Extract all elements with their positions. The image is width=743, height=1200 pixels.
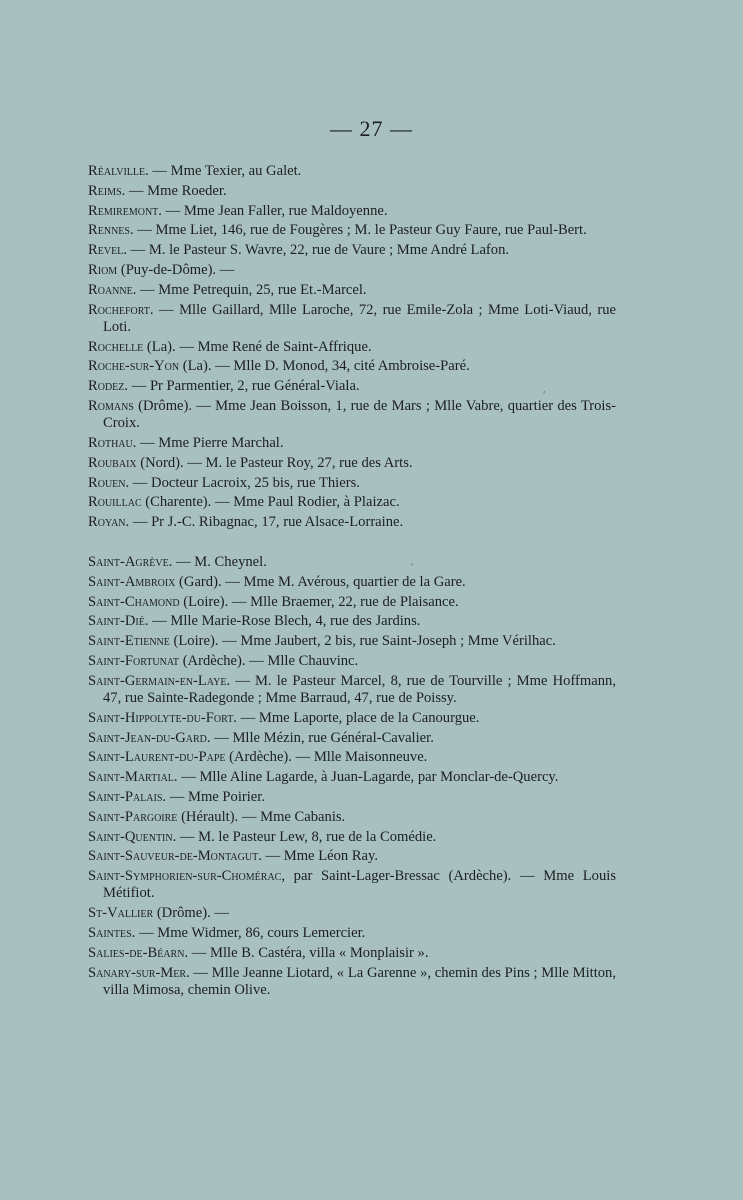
place-name: Saint-Chamond	[88, 593, 180, 610]
directory-entry	[88, 653, 616, 670]
directory-entry	[88, 455, 616, 472]
directory-entry	[88, 378, 616, 395]
place-name: Saint-Laurent-du-Pape	[88, 749, 226, 766]
group-separator	[88, 534, 616, 554]
entry-details: — Mme Texier, au Galet.	[148, 163, 302, 179]
directory-entry	[88, 829, 616, 846]
entry-details: — Mlle Jeanne Liotard, « La Garenne », chemin des Pins ; Mlle Mitton, villa Mimosa, chemin Olive.	[103, 964, 616, 998]
place-name: Sanary-sur-Mer.	[88, 964, 190, 981]
entry-details: — Docteur Lacroix, 25 bis, rue Thiers.	[129, 474, 360, 491]
entry-details: — M. le Pasteur Marcel, 8, rue de Tourville ; Mme Hoffmann, 47, rue Sainte-Radegonde ; Mme Barraud, 47, rue de Poissy.	[103, 672, 616, 706]
place-name: Rouillac	[88, 494, 142, 511]
directory-entry	[88, 282, 616, 299]
directory-entry	[88, 494, 616, 511]
place-name: Saint-Symphorien-sur-Chomérac,	[88, 868, 285, 885]
stray-mark: ʹ	[543, 388, 546, 402]
entry-details: (Drôme). —	[153, 905, 229, 922]
directory-entry	[88, 339, 616, 356]
directory-entry	[88, 730, 616, 747]
entry-details: — Mlle Mézin, rue Général-Cavalier.	[210, 729, 434, 746]
directory-entry	[88, 710, 616, 727]
entry-details: — Pr Parmentier, 2, rue Général-Viala.	[128, 378, 360, 395]
place-name: Remiremont.	[88, 202, 162, 219]
directory-entry	[88, 475, 616, 492]
entry-details: par Saint-Lager-Bressac (Ardèche). — Mme Louis Métifiot.	[103, 868, 616, 902]
entry-details: (Ardèche). — Mlle Chauvinc.	[179, 652, 359, 669]
place-name: Saint-Ambroix	[88, 573, 176, 590]
entry-details: (Loire). — Mlle Braemer, 22, rue de Plaisance.	[179, 593, 459, 610]
place-name: Saint-Fortunat	[88, 652, 180, 669]
directory-entry	[88, 183, 616, 200]
directory-list	[88, 163, 616, 1002]
directory-entry	[88, 749, 616, 766]
directory-entry	[88, 945, 616, 962]
place-name: St-Vallier	[88, 905, 154, 922]
entry-details: — M. Cheynel.	[172, 553, 267, 570]
directory-entry	[88, 673, 616, 707]
place-name: Saint-Agrève.	[88, 553, 173, 570]
place-name: Rodez.	[88, 378, 129, 395]
entry-details: — Mme Roeder.	[125, 182, 227, 199]
directory-entry	[88, 574, 616, 591]
directory-entry	[88, 358, 616, 375]
entry-details: (Ardèche). — Mlle Maisonneuve.	[225, 749, 428, 766]
stray-mark: ˋ	[410, 561, 414, 575]
place-name: Saint-Palais.	[88, 788, 167, 805]
entry-details: — Mme Liet, 146, rue de Fougères ; M. le Pasteur Guy Faure, rue Paul-Bert.	[133, 222, 587, 239]
entry-details: (Gard). — Mme M. Avérous, quartier de la Gare.	[175, 573, 466, 590]
place-name: Réalville.	[88, 163, 149, 179]
entry-details: — Mlle Aline Lagarde, à Juan-Lagarde, par Monclar-de-Quercy.	[177, 769, 559, 786]
place-name: Rochefort.	[88, 301, 154, 318]
place-name: Saint-Etienne	[88, 633, 170, 650]
place-name: Saint-Germain-en-Laye.	[88, 672, 231, 689]
directory-entry	[88, 222, 616, 239]
directory-entry	[88, 262, 616, 279]
place-name: Saint-Dié.	[88, 613, 149, 630]
entry-details: — Mme Laporte, place de la Canourgue.	[236, 709, 480, 726]
directory-entry	[88, 203, 616, 220]
entry-details: (Loire). — Mme Jaubert, 2 bis, rue Saint-Joseph ; Mme Vérilhac.	[169, 633, 556, 650]
directory-entry	[88, 594, 616, 611]
directory-entry	[88, 163, 616, 180]
page-number: — 27 —	[330, 116, 413, 141]
directory-entry	[88, 868, 616, 902]
place-name: Riom	[88, 261, 118, 278]
directory-entry	[88, 769, 616, 786]
place-name: Saint-Jean-du-Gard.	[88, 729, 211, 746]
entry-details: — Mlle Gaillard, Mlle Laroche, 72, rue Emile-Zola ; Mme Loti-Viaud, rue Loti.	[103, 301, 616, 335]
place-name: Royan.	[88, 514, 130, 531]
directory-entry	[88, 613, 616, 630]
directory-entry	[88, 789, 616, 806]
place-name: Rothau.	[88, 434, 137, 451]
directory-entry	[88, 242, 616, 259]
entry-details: — Pr J.-C. Ribagnac, 17, rue Alsace-Lorraine.	[129, 514, 404, 531]
place-name: Rennes.	[88, 222, 134, 239]
entry-details: (Hérault). — Mme Cabanis.	[177, 808, 346, 825]
place-name: Saint-Pargoire	[88, 808, 178, 825]
place-name: Roanne.	[88, 281, 137, 298]
directory-entry	[88, 435, 616, 452]
place-name: Saint-Quentin.	[88, 828, 177, 845]
entry-details: — Mme Poirier.	[166, 788, 265, 805]
directory-entry	[88, 554, 616, 571]
directory-entry	[88, 514, 616, 531]
entry-details: — Mme Jean Faller, rue Maldoyenne.	[161, 202, 388, 219]
entry-details: (La). — Mme René de Saint-Affrique.	[143, 338, 372, 355]
place-name: Reims.	[88, 182, 126, 199]
entry-details: (Charente). — Mme Paul Rodier, à Plaizac.	[141, 494, 400, 511]
place-name: Roubaix	[88, 454, 137, 471]
place-name: Saint-Sauveur-de-Montagut.	[88, 848, 262, 865]
directory-entry	[88, 633, 616, 650]
entry-details: (La). — Mlle D. Monod, 34, cité Ambroise-Paré.	[179, 358, 470, 375]
directory-entry	[88, 398, 616, 432]
place-name: Saint-Hippolyte-du-Fort.	[88, 709, 237, 726]
entry-details: — M. le Pasteur Lew, 8, rue de la Comédie.	[176, 828, 437, 845]
directory-entry	[88, 965, 616, 999]
entry-details: — Mme Widmer, 86, cours Lemercier.	[135, 924, 366, 941]
entry-details: — Mlle B. Castéra, villa « Monplaisir ».	[188, 944, 429, 961]
place-name: Roche-sur-Yon	[88, 358, 180, 375]
directory-group-r	[88, 163, 616, 531]
directory-entry	[88, 848, 616, 865]
place-name: Rochelle	[88, 338, 144, 355]
place-name: Saintes.	[88, 924, 136, 941]
directory-entry	[88, 302, 616, 336]
place-name: Saint-Martial.	[88, 769, 178, 786]
entry-details: — Mlle Marie-Rose Blech, 4, rue des Jardins.	[148, 613, 421, 630]
entry-details: — Mme Léon Ray.	[261, 848, 379, 865]
directory-entry	[88, 925, 616, 942]
directory-group-s	[88, 554, 616, 999]
directory-entry	[88, 809, 616, 826]
place-name: Rouen.	[88, 474, 130, 491]
entry-details: (Puy-de-Dôme). —	[117, 261, 235, 278]
place-name: Revel.	[88, 242, 127, 259]
entry-details: — Mme Pierre Marchal.	[136, 434, 284, 451]
place-name: Romans	[88, 397, 134, 414]
entry-details: — M. le Pasteur S. Wavre, 22, rue de Vaure ; Mme André Lafon.	[126, 242, 510, 259]
entry-details: (Drôme). — Mme Jean Boisson, 1, rue de Mars ; Mlle Vabre, quartier des Trois-Croix.	[103, 397, 616, 432]
directory-entry	[88, 905, 616, 922]
place-name: Salies-de-Béarn.	[88, 944, 189, 961]
entry-details: — Mme Petrequin, 25, rue Et.-Marcel.	[136, 281, 367, 298]
entry-details: (Nord). — M. le Pasteur Roy, 27, rue des Arts.	[136, 454, 413, 471]
